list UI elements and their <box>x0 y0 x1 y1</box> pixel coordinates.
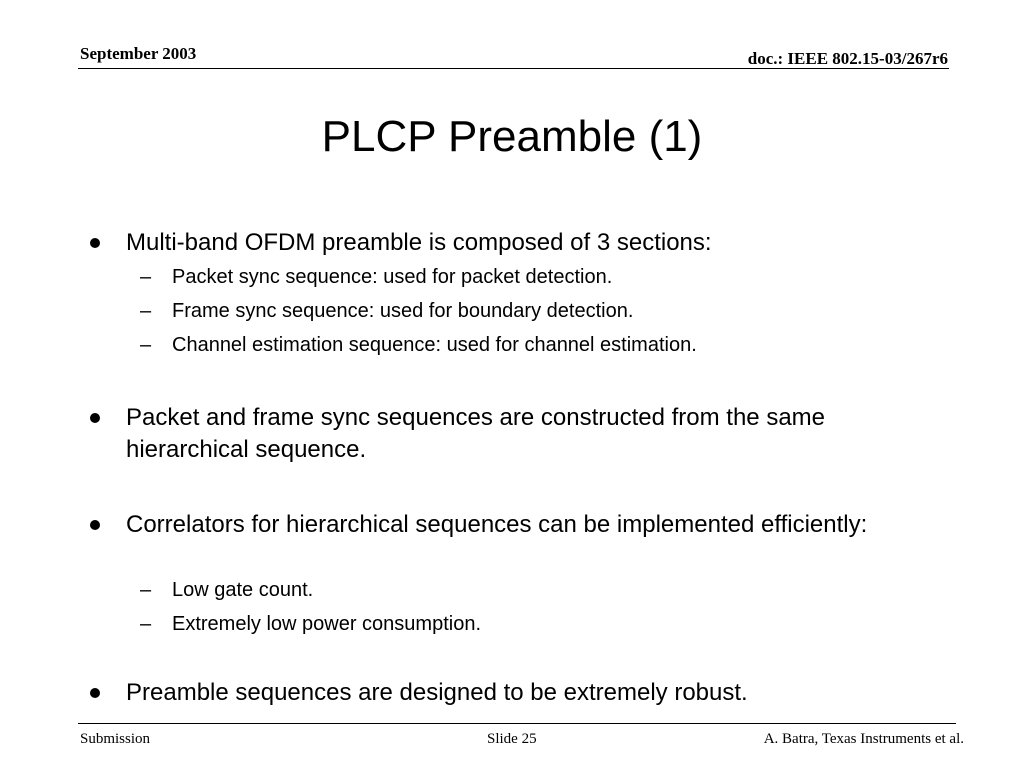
bullet-dot-icon <box>88 518 102 532</box>
footer-slide-number: Slide 25 <box>487 731 537 747</box>
header-date: September 2003 <box>80 44 197 63</box>
bullet-1-sub-3: Channel estimation sequence: used for channel estimation. <box>172 334 697 356</box>
bullet-3-sub-1: Low gate count. <box>172 579 314 601</box>
dash-icon: – <box>140 613 152 635</box>
dash-icon: – <box>140 300 152 322</box>
bullet-dot-icon <box>88 236 102 250</box>
dash-icon: – <box>140 579 152 601</box>
footer-rule <box>78 723 956 724</box>
bullet-3-text: Correlators for hierarchical sequences can be implemented efficiently: <box>126 511 868 538</box>
bullet-3-sub-2: Extremely low power consumption. <box>172 613 482 635</box>
bullet-1-sub-1: Packet sync sequence: used for packet detection. <box>172 266 613 288</box>
bullet-4-text: Preamble sequences are designed to be extremely robust. <box>126 679 748 706</box>
bullet-dot-icon <box>88 411 102 425</box>
bullet-1-sub-2: Frame sync sequence: used for boundary detection. <box>172 300 634 322</box>
dash-icon: – <box>140 266 152 288</box>
dash-icon: – <box>140 334 152 356</box>
bullet-2-text: Packet and frame sync sequences are constructed from the same hierarchical sequence. <box>126 404 826 463</box>
footer-submission: Submission <box>80 731 151 747</box>
footer-author: A. Batra, Texas Instruments et al. <box>763 731 964 747</box>
header-doc-id: doc.: IEEE 802.15-03/267r6 <box>747 49 948 68</box>
slide-title: PLCP Preamble (1) <box>321 112 703 161</box>
bullet-1-text: Multi-band OFDM preamble is composed of 3 sections: <box>126 229 712 256</box>
bullet-dot-icon <box>88 686 102 700</box>
